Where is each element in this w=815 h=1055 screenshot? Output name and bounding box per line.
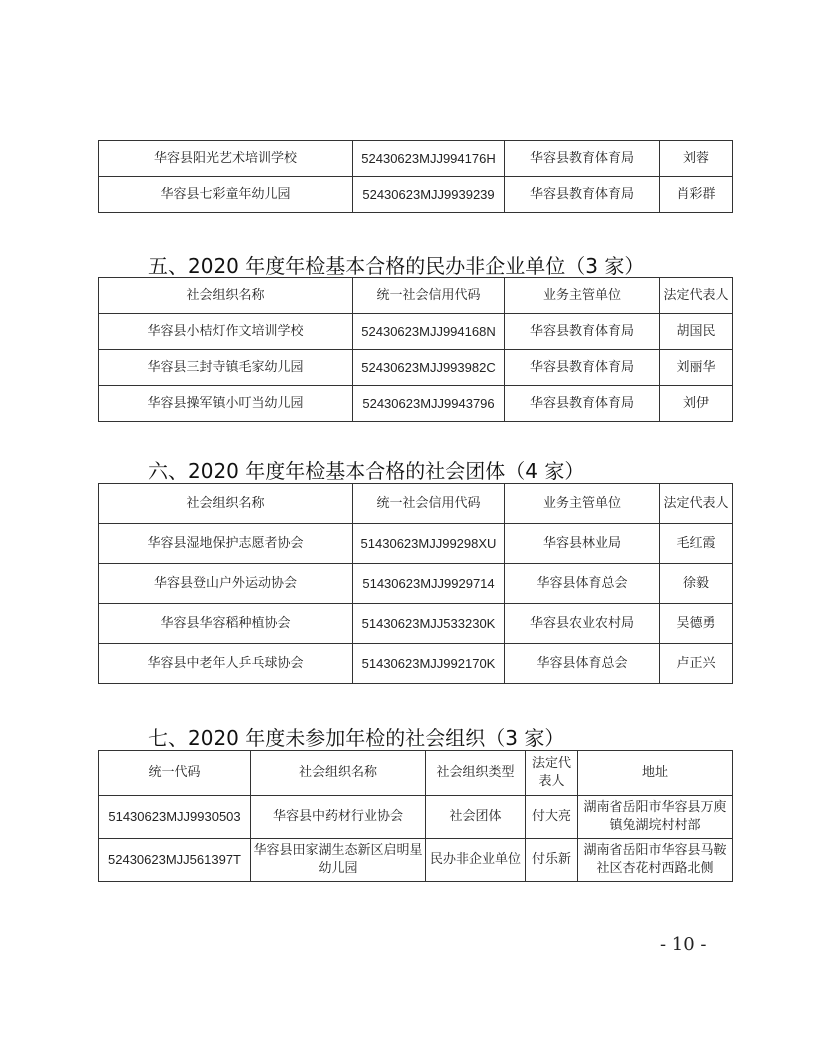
table-row — [99, 386, 733, 422]
column-header: 统一社会信用代码 — [353, 278, 505, 314]
table-cell: 华容县登山户外运动协会 — [99, 564, 353, 604]
table-cell: 华容县中老年人乒乓球协会 — [99, 644, 353, 684]
table-cell: 52430623MJJ9943796 — [353, 386, 505, 422]
table-cell: 刘蓉 — [660, 141, 733, 177]
section5-title: 五、2020 年度年检基本合格的民办非企业单位（3 家） — [148, 254, 645, 278]
table-cell: 肖彩群 — [660, 177, 733, 213]
column-header: 社会组织名称 — [99, 484, 353, 524]
table-section6 — [98, 483, 733, 684]
table-cell: 华容县中药材行业协会 — [251, 796, 426, 839]
table-row — [99, 350, 733, 386]
table-cell: 华容县阳光艺术培训学校 — [99, 141, 353, 177]
column-header: 业务主管单位 — [505, 278, 660, 314]
table-cell: 华容县三封寺镇毛家幼儿园 — [99, 350, 353, 386]
table-row — [99, 314, 733, 350]
column-header: 社会组织名称 — [99, 278, 353, 314]
table-cell: 52430623MJJ9939239 — [353, 177, 505, 213]
table-cell: 华容县华容稻种植协会 — [99, 604, 353, 644]
table-row — [99, 796, 733, 839]
section6-title: 六、2020 年度年检基本合格的社会团体（4 家） — [148, 459, 585, 483]
table-cell: 吴德勇 — [660, 604, 733, 644]
table-section4-continued — [98, 140, 733, 213]
table-section5 — [98, 277, 733, 422]
table-cell: 华容县七彩童年幼儿园 — [99, 177, 353, 213]
column-header: 法定代表人 — [660, 278, 733, 314]
table-cell: 52430623MJJ994176H — [353, 141, 505, 177]
table-cell: 刘伊 — [660, 386, 733, 422]
table-cell: 华容县田家湖生态新区启明星幼儿园 — [251, 839, 426, 882]
table-cell: 刘丽华 — [660, 350, 733, 386]
table-cell: 52430623MJJ561397T — [99, 839, 251, 882]
column-header: 法定代表人 — [660, 484, 733, 524]
column-header: 统一社会信用代码 — [353, 484, 505, 524]
table-cell: 湖南省岳阳市华容县万庾镇兔湖垸村村部 — [578, 796, 733, 839]
table-cell: 毛红霞 — [660, 524, 733, 564]
table-header-row — [99, 751, 733, 796]
table-cell: 51430623MJJ99298XU — [353, 524, 505, 564]
table-cell: 华容县教育体育局 — [505, 141, 660, 177]
table-cell: 华容县操军镇小叮当幼儿园 — [99, 386, 353, 422]
table-cell: 华容县湿地保护志愿者协会 — [99, 524, 353, 564]
table-cell: 51430623MJJ533230K — [353, 604, 505, 644]
table-cell: 华容县教育体育局 — [505, 177, 660, 213]
table-row — [99, 564, 733, 604]
table-header-row — [99, 484, 733, 524]
table-cell: 华容县林业局 — [505, 524, 660, 564]
table-row — [99, 177, 733, 213]
table-cell: 湖南省岳阳市华容县马鞍社区杏花村西路北侧 — [578, 839, 733, 882]
column-header: 社会组织名称 — [251, 751, 426, 796]
table-cell: 华容县教育体育局 — [505, 350, 660, 386]
table-row — [99, 644, 733, 684]
table-header-row — [99, 278, 733, 314]
page-number: - 10 - — [660, 934, 707, 955]
table-cell: 51430623MJJ992170K — [353, 644, 505, 684]
table-cell: 华容县小桔灯作文培训学校 — [99, 314, 353, 350]
table-cell: 52430623MJJ994168N — [353, 314, 505, 350]
table-row — [99, 604, 733, 644]
table-cell: 51430623MJJ9929714 — [353, 564, 505, 604]
table-cell: 社会团体 — [426, 796, 526, 839]
section7-title: 七、2020 年度未参加年检的社会组织（3 家） — [148, 726, 565, 750]
column-header: 社会组织类型 — [426, 751, 526, 796]
table-row — [99, 524, 733, 564]
table-cell: 付乐新 — [526, 839, 578, 882]
table-section7 — [98, 750, 733, 882]
table-row — [99, 141, 733, 177]
column-header: 业务主管单位 — [505, 484, 660, 524]
table-cell: 华容县农业农村局 — [505, 604, 660, 644]
table-row — [99, 839, 733, 882]
table-cell: 华容县体育总会 — [505, 644, 660, 684]
column-header: 法定代表人 — [526, 751, 578, 796]
table-cell: 华容县体育总会 — [505, 564, 660, 604]
column-header: 地址 — [578, 751, 733, 796]
table-cell: 付大亮 — [526, 796, 578, 839]
table-cell: 华容县教育体育局 — [505, 386, 660, 422]
table-cell: 51430623MJJ9930503 — [99, 796, 251, 839]
table-cell: 民办非企业单位 — [426, 839, 526, 882]
table-cell: 卢正兴 — [660, 644, 733, 684]
table-cell: 52430623MJJ993982C — [353, 350, 505, 386]
table-cell: 胡国民 — [660, 314, 733, 350]
table-cell: 徐毅 — [660, 564, 733, 604]
column-header: 统一代码 — [99, 751, 251, 796]
table-cell: 华容县教育体育局 — [505, 314, 660, 350]
